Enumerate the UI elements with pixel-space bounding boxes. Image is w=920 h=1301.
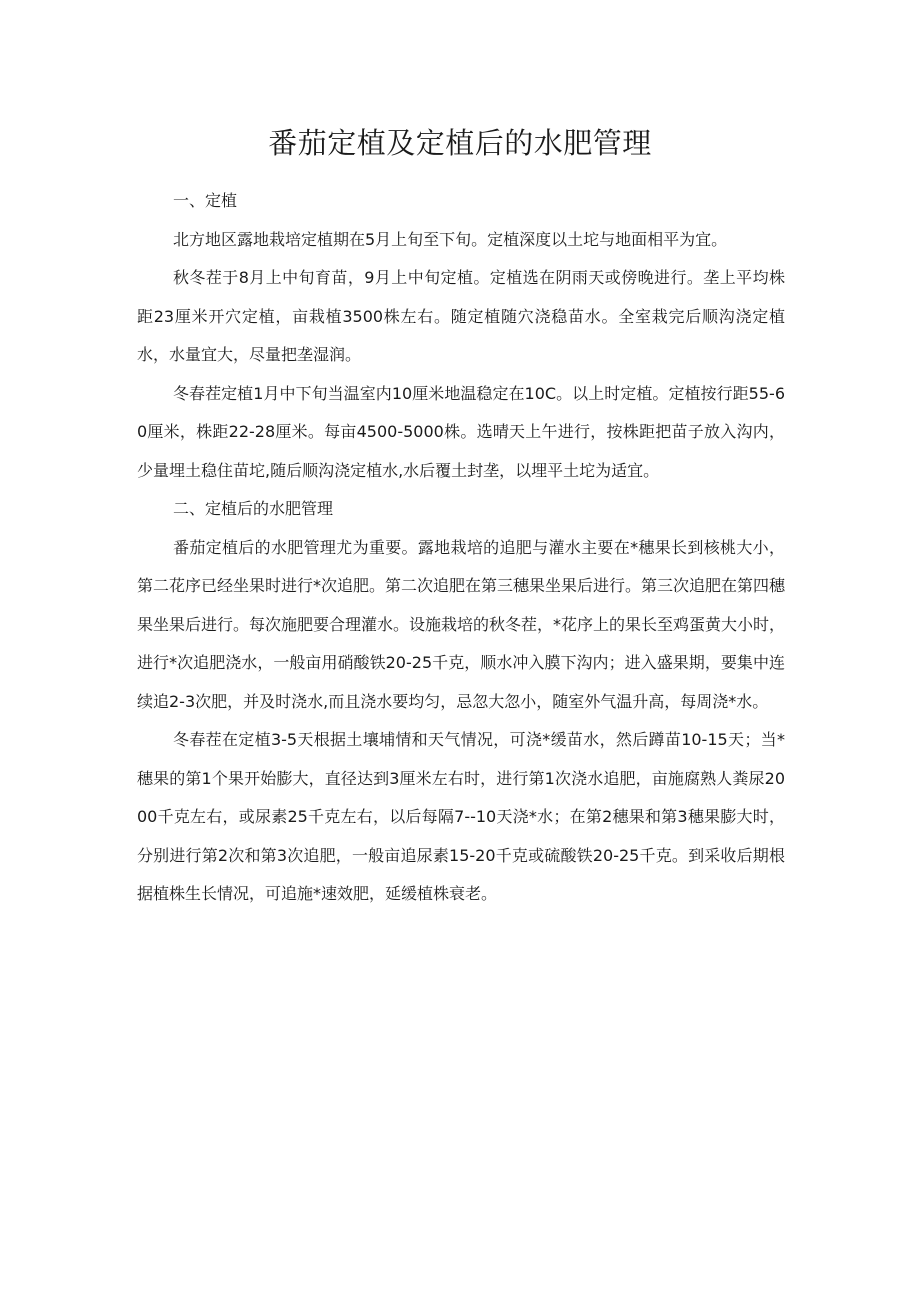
paragraph-winter-spring-fertilizing: 冬春茬在定植3-5天根据土壤埔情和天气情况，可浇*缓苗水，然后蹲苗10-15天；当*穗果的第1个果开始膨大，直径达到3厘米左右时，进行第1次浇水追肥，亩施腐熟人粪尿2000千克左右，或尿素25千克左右，以后每隔7--10天浇*水；在第2穗果和第3穗果膨大时，分别进行第2次和第3次追肥，一般亩追尿素15-20千克或硫酸铁20-25千克。到采收后期根据植株生长情况，可追施*速效肥，延缓植株衰老。: [137, 730, 785, 903]
section-heading-water-fertilizer: 二、定植后的水肥管理: [173, 499, 334, 518]
paragraph-winter-spring-planting: 冬春茬定植1月中下旬当温室内10厘米地温稳定在10C。以上时定植。定植按行距55-60厘米，株距22-28厘米。每亩4500-5000株。选晴天上午进行，按株距把苗子放入沟内，少量埋土稳住苗坨,随后顺沟浇定植水,水后覆土封垄，以埋平土坨为适宜。: [137, 383, 785, 480]
section-heading-planting: 一、定植: [173, 191, 238, 210]
paragraph-autumn-winter-planting: 秋冬茬于8月上中旬育苗，9月上中旬定植。定植选在阴雨天或傍晚进行。垄上平均株距23厘米开穴定植，亩栽植3500株左右。随定植随穴浇稳苗水。全室栽完后顺沟浇定植水，水量宜大，尽量把垄湿润。: [137, 268, 785, 364]
document-title: 番茄定植及定植后的水肥管理: [268, 126, 652, 160]
paragraph-water-fertilizer-management: 番茄定植后的水肥管理尤为重要。露地栽培的追肥与灌水主要在*穗果长到核桃大小，第二花序已经坐果时进行*次追肥。第二次追肥在第三穗果坐果后进行。第三次追肥在第四穗果坐果后进行。每次施肥要合理灌水。设施栽培的秋冬茬，*花序上的果长至鸡蛋黄大小时，进行*次追肥浇水，一般亩用硝酸铁20-25千克，顺水冲入膜下沟内；进入盛果期，要集中连续追2-3次肥，并及时浇水,而且浇水要均匀，忌忽大忽小，随室外气温升高，每周浇*水。: [137, 537, 786, 711]
paragraph-open-field-planting: 北方地区露地栽培定植期在5月上旬至下旬。定植深度以土坨与地面相平为宜。: [173, 229, 728, 249]
document-body: [137, 182, 785, 914]
